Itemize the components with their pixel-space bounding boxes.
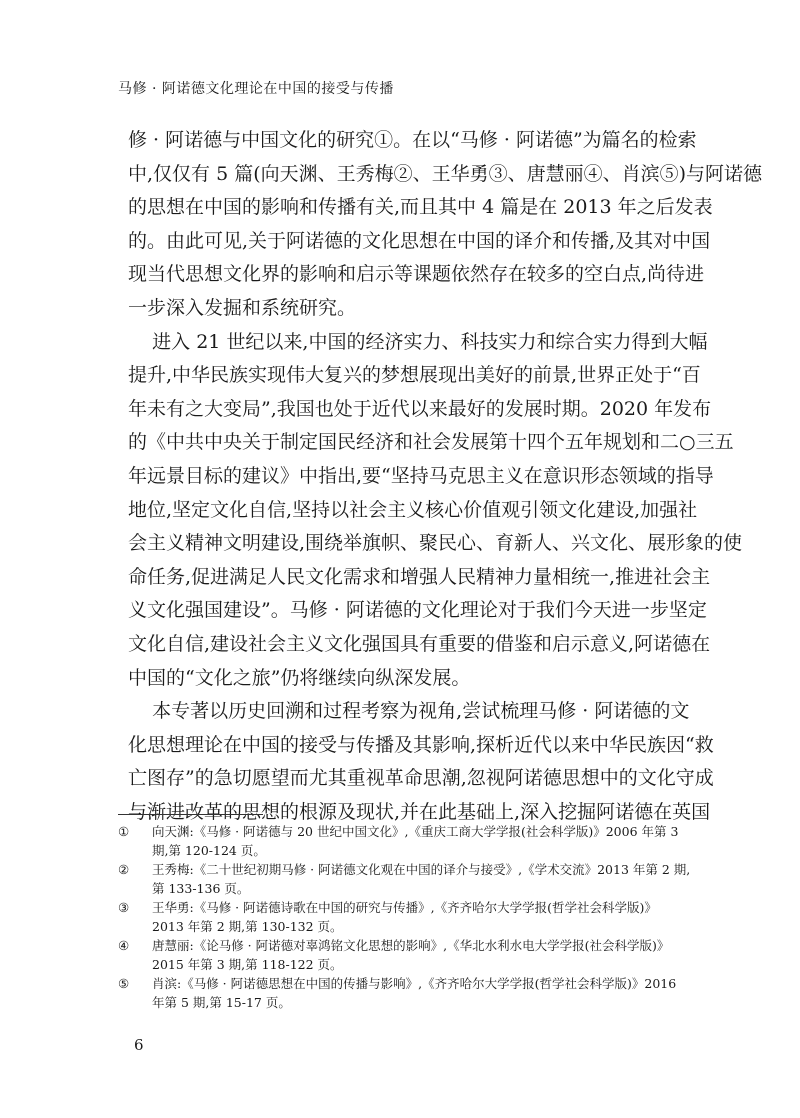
footnote — [118, 899, 693, 936]
body-line: 本专著以历史回溯和过程考察为视角,尝试梳理马修 · 阿诺德的文 — [128, 700, 690, 723]
footnote-line: 唐慧丽:《论马修 · 阿诺德对辜鸿铭文化思想的影响》,《华北水利水电大学学报(社会科学版)》 — [152, 938, 670, 953]
body-line: 亡图存”的急切愿望而尤其重视革命思潮,忽视阿诺德思想中的文化守成 — [128, 767, 714, 790]
body-text — [128, 124, 763, 829]
body-line: 地位,坚定文化自信,坚持以社会主义核心价值观引领文化建设,加强社 — [128, 498, 698, 521]
footnote-line: 2015 年第 3 期,第 118-122 页。 — [152, 956, 343, 972]
page-number: 6 — [134, 1036, 144, 1054]
footnote-marker: ⑤ — [118, 976, 130, 991]
footnote-marker: ③ — [118, 900, 130, 915]
body-line: 进入 21 世纪以来,中国的经济实力、科技实力和综合实力得到大幅 — [128, 330, 708, 353]
body-line: 提升,中华民族实现伟大复兴的梦想展现出美好的前景,世界正处于“百 — [128, 364, 701, 387]
body-line: 现当代思想文化界的影响和启示等课题依然存在较多的空白点,尚待进 — [128, 263, 705, 286]
footnote — [118, 937, 693, 974]
footnote-line: 年第 5 期,第 15-17 页。 — [152, 994, 291, 1010]
body-line: 义文化强国建设”。马修 · 阿诺德的文化理论对于我们今天进一步坚定 — [128, 599, 707, 622]
footnote-line: 王华勇:《马修 · 阿诺德诗歌在中国的研究与传播》,《齐齐哈尔大学学报(哲学社会科学版)》 — [152, 900, 657, 915]
body-line: 年远景目标的建议》中指出,要“坚持马克思主义在意识形态领域的指导 — [128, 464, 714, 487]
footnote-line: 第 133-136 页。 — [152, 880, 250, 896]
footnote-line: 王秀梅:《二十世纪初期马修 · 阿诺德文化观在中国的译介与接受》,《学术交流》2013 年第 2 期, — [152, 862, 691, 877]
footnote-line: 期,第 120-124 页。 — [152, 842, 266, 858]
body-line: 会主义精神文明建设,围绕举旗帜、聚民心、育新人、兴文化、展形象的使 — [128, 532, 743, 555]
footnote-line: 肖滨:《马修 · 阿诺德思想在中国的传播与影响》,《齐齐哈尔大学学报(哲学社会科学版)》2016 — [152, 976, 677, 991]
running-header: 马修 · 阿诺德文化理论在中国的接受与传播 — [118, 81, 394, 97]
footnote — [118, 823, 693, 860]
body-line: 命任务,促进满足人民文化需求和增强人民精神力量相统一,推进社会主 — [128, 565, 711, 588]
footnote — [118, 861, 693, 898]
footnote — [118, 975, 693, 1012]
body-line: 与渐进改革的思想的根源及现状,并在此基础上,深入挖掘阿诺德在英国 — [128, 800, 711, 823]
body-line: 的思想在中国的影响和传播有关,而且其中 4 篇是在 2013 年之后发表 — [128, 196, 713, 219]
footnote-marker: ① — [118, 824, 130, 839]
body-line: 的《中共中央关于制定国民经济和社会发展第十四个五年规划和二○三五 — [128, 431, 734, 454]
body-line: 中国的“文化之旅”仍将继续向纵深发展。 — [128, 666, 471, 689]
footnote-marker: ④ — [118, 938, 130, 953]
body-line: 一步深入发掘和系统研究。 — [128, 296, 357, 319]
footnotes — [118, 823, 693, 1013]
body-line: 的。由此可见,关于阿诺德的文化思想在中国的译介和传播,及其对中国 — [128, 229, 711, 252]
body-line: 文化自信,建设社会主义文化强国具有重要的借鉴和启示意义,阿诺德在 — [128, 632, 711, 655]
body-line: 中,仅仅有 5 篇(向天渊、王秀梅②、王华勇③、唐慧丽④、肖滨⑤)与阿诺德 — [128, 162, 763, 185]
footnote-line: 2013 年第 2 期,第 130-132 页。 — [152, 918, 343, 934]
footnote-line: 向天渊:《马修 · 阿诺德与 20 世纪中国文化》,《重庆工商大学学报(社会科学版)》2006 年第 3 — [152, 824, 679, 839]
footnote-marker: ② — [118, 862, 130, 877]
body-line: 化思想理论在中国的接受与传播及其影响,探析近代以来中华民族因“救 — [128, 733, 714, 756]
body-line: 年未有之大变局”,我国也处于近代以来最好的发展时期。2020 年发布 — [128, 397, 712, 420]
footnote-divider — [118, 814, 263, 815]
body-line: 修 · 阿诺德与中国文化的研究①。在以“马修 · 阿诺德”为篇名的检索 — [128, 129, 697, 151]
